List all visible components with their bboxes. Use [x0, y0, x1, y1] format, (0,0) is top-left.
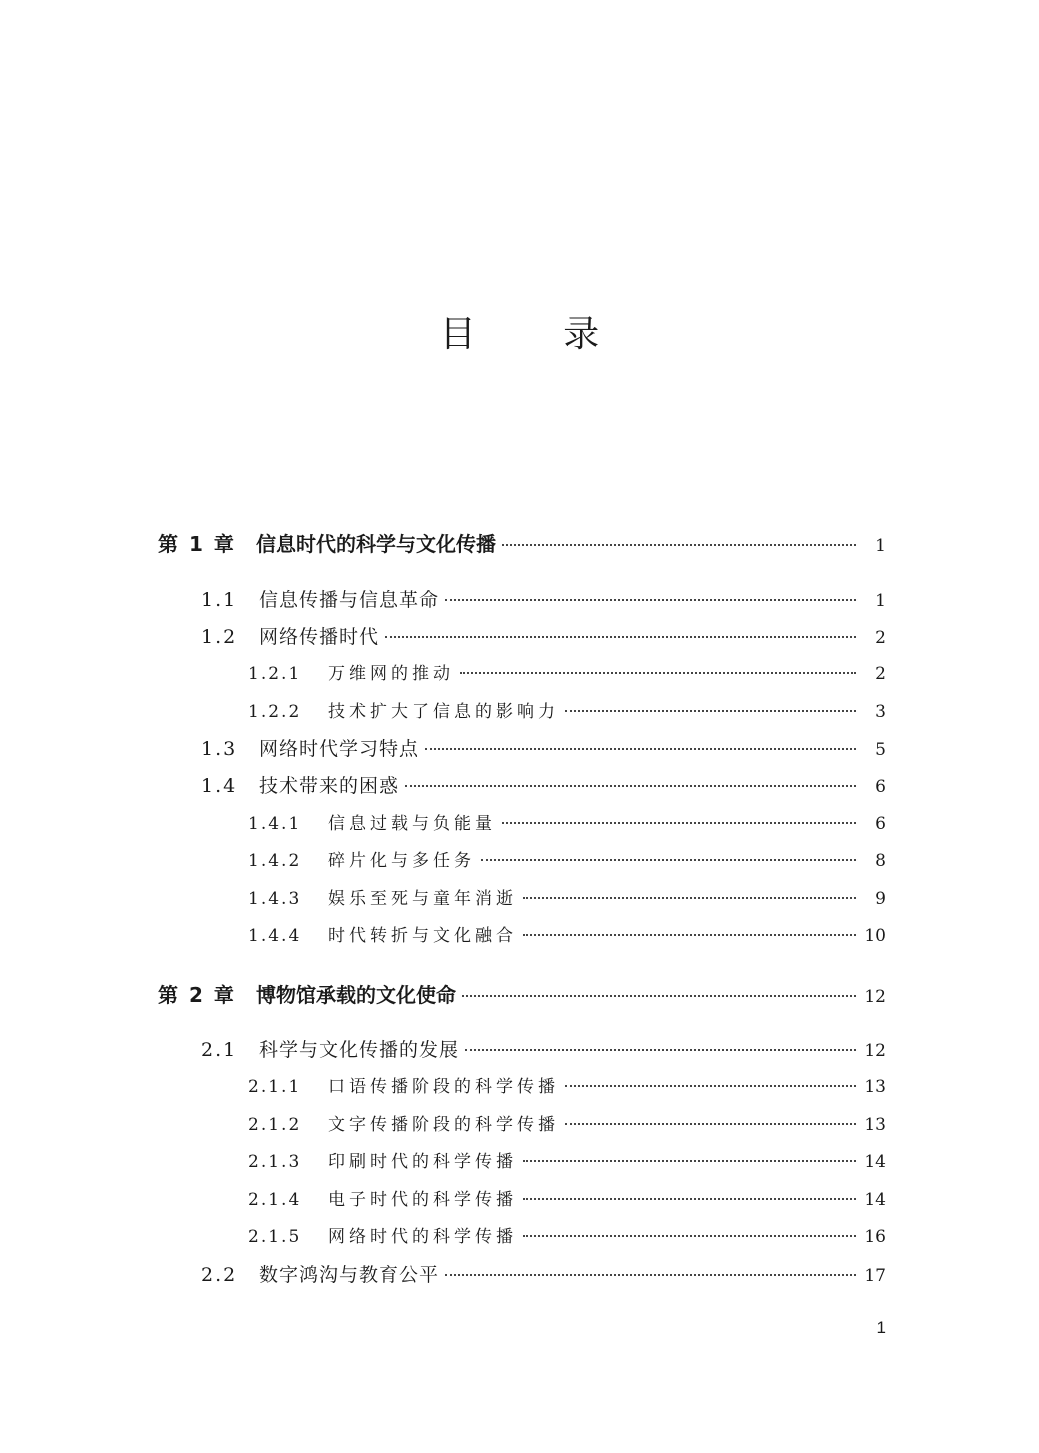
toc-entry-title: 科学与文化传播的发展 — [259, 1039, 460, 1061]
toc-entry-subsection[interactable] — [248, 846, 886, 871]
dot-leader — [565, 1085, 856, 1087]
dot-leader — [502, 822, 856, 824]
page-number: 1 — [876, 1318, 886, 1337]
toc-entry-title: 口语传播阶段的科学传播 — [328, 1077, 559, 1097]
toc-entry-title: 碎片化与多任务 — [328, 851, 475, 871]
toc-entry-number: 第 1 章 — [158, 532, 236, 556]
toc-entry-subsection[interactable] — [248, 1185, 886, 1210]
dot-leader — [385, 636, 856, 638]
dot-leader — [445, 1274, 856, 1276]
dot-leader — [462, 995, 856, 997]
toc-entry-subsection[interactable] — [248, 1110, 886, 1135]
dot-leader — [481, 859, 856, 861]
page-title: 目 录 — [439, 314, 638, 355]
toc-entry-chapter[interactable] — [158, 528, 886, 557]
toc-entry-subsection[interactable] — [248, 809, 886, 834]
toc-entry-number: 1.3 — [201, 738, 238, 760]
toc-entry-chapter[interactable] — [158, 979, 886, 1008]
toc-entry-section[interactable] — [201, 1035, 886, 1062]
toc-entry-title: 数字鸿沟与教育公平 — [259, 1264, 440, 1286]
toc-entry-section[interactable] — [201, 771, 886, 798]
toc-entry-number: 2.1 — [201, 1039, 238, 1061]
dot-leader — [523, 1235, 856, 1237]
toc-entry-page: 1 — [875, 591, 886, 611]
toc-entry-title: 网络时代的科学传播 — [328, 1227, 517, 1247]
toc-entry-section[interactable] — [201, 1260, 886, 1287]
toc-entry-subsection[interactable] — [248, 697, 886, 722]
toc-entry-number: 第 2 章 — [158, 983, 236, 1007]
toc-entry-page: 13 — [864, 1077, 886, 1097]
toc-entry-number: 2.1.3 — [248, 1152, 302, 1172]
toc-entry-number: 2.1.2 — [248, 1115, 302, 1135]
toc-entry-page: 1 — [875, 536, 886, 556]
toc-entry-page: 14 — [864, 1152, 886, 1172]
toc-entry-number: 2.1.1 — [248, 1077, 302, 1097]
toc-entry-section[interactable] — [201, 734, 886, 761]
toc-entry-title: 网络时代学习特点 — [259, 738, 420, 760]
toc-entry-subsection[interactable] — [248, 884, 886, 909]
toc-entry-title: 信息时代的科学与文化传播 — [256, 532, 496, 556]
dot-leader — [523, 1198, 856, 1200]
toc-entry-title: 网络传播时代 — [259, 626, 380, 648]
toc-entry-title: 文字传播阶段的科学传播 — [328, 1115, 559, 1135]
toc-entry-subsection[interactable] — [248, 659, 886, 684]
dot-leader — [445, 599, 856, 601]
toc-entry-page: 2 — [875, 628, 886, 648]
toc-entry-page: 12 — [864, 987, 886, 1007]
toc-entry-page: 10 — [864, 926, 886, 946]
dot-leader — [425, 748, 856, 750]
toc-entry-subsection[interactable] — [248, 921, 886, 946]
toc-entry-number: 1.4.2 — [248, 851, 302, 871]
toc-entry-page: 9 — [875, 889, 886, 909]
toc-entry-number: 1.4.3 — [248, 889, 302, 909]
dot-leader — [405, 785, 856, 787]
toc-entry-page: 6 — [875, 814, 886, 834]
dot-leader — [460, 672, 856, 674]
toc-entry-subsection[interactable] — [248, 1147, 886, 1172]
toc-entry-page: 5 — [875, 740, 886, 760]
toc-entry-title: 时代转折与文化融合 — [328, 926, 517, 946]
toc-entry-page: 12 — [864, 1041, 886, 1061]
dot-leader — [523, 897, 856, 899]
toc-entry-title: 电子时代的科学传播 — [328, 1190, 517, 1210]
toc-entry-number: 2.2 — [201, 1264, 238, 1286]
toc-entry-page: 16 — [864, 1227, 886, 1247]
toc-entry-number: 2.1.4 — [248, 1190, 302, 1210]
dot-leader — [565, 1123, 856, 1125]
toc-entry-subsection[interactable] — [248, 1222, 886, 1247]
toc-entry-number: 1.2.2 — [248, 702, 302, 722]
toc-entry-number: 1.4.1 — [248, 814, 302, 834]
toc-entry-number: 1.4.4 — [248, 926, 302, 946]
toc-entry-title: 万维网的推动 — [328, 664, 454, 684]
dot-leader — [465, 1049, 856, 1051]
toc-entry-title: 博物馆承载的文化使命 — [256, 983, 456, 1007]
toc-entry-title: 信息过载与负能量 — [328, 814, 496, 834]
toc-entry-page: 13 — [864, 1115, 886, 1135]
toc-entry-number: 1.1 — [201, 589, 238, 611]
toc-entry-title: 印刷时代的科学传播 — [328, 1152, 517, 1172]
toc-entry-section[interactable] — [201, 585, 886, 612]
toc-entry-page: 6 — [875, 777, 886, 797]
toc-entry-number: 1.4 — [201, 775, 238, 797]
toc-entry-subsection[interactable] — [248, 1072, 886, 1097]
toc-entry-page: 3 — [875, 702, 886, 722]
toc-entry-number: 1.2 — [201, 626, 238, 648]
toc-entry-title: 娱乐至死与童年消逝 — [328, 889, 517, 909]
toc-entry-title: 信息传播与信息革命 — [259, 589, 440, 611]
toc-entry-section[interactable] — [201, 622, 886, 649]
toc-entry-number: 1.2.1 — [248, 664, 302, 684]
dot-leader — [565, 710, 856, 712]
toc-entry-title: 技术扩大了信息的影响力 — [328, 702, 559, 722]
toc-entry-number: 2.1.5 — [248, 1227, 302, 1247]
toc-entry-page: 14 — [864, 1190, 886, 1210]
toc-entry-page: 8 — [875, 851, 886, 871]
toc-entry-page: 2 — [875, 664, 886, 684]
toc-entry-page: 17 — [864, 1266, 886, 1286]
toc-entry-title: 技术带来的困惑 — [259, 775, 400, 797]
dot-leader — [523, 1160, 856, 1162]
dot-leader — [502, 544, 856, 546]
dot-leader — [523, 934, 856, 936]
